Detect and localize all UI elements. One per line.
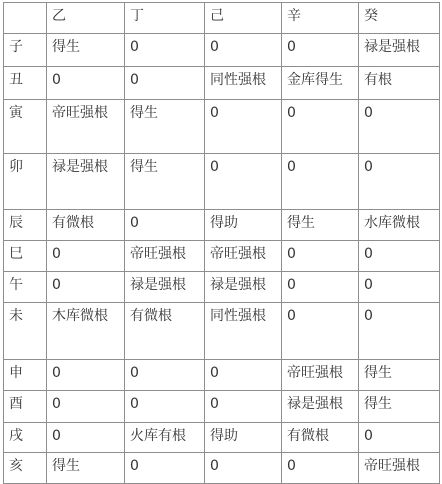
table-row (4, 34, 440, 67)
stem-header-cell: 丁 (125, 3, 205, 34)
table-cell: 0 (205, 360, 282, 391)
table-cell: 0 (282, 303, 359, 360)
table-cell: 帝旺强根 (47, 100, 125, 154)
branch-header-cell: 亥 (4, 453, 47, 484)
table-cell: 木库微根 (47, 303, 125, 360)
table-cell: 0 (205, 100, 282, 154)
table-cell: 同性强根 (205, 303, 282, 360)
table-cell: 0 (47, 423, 125, 453)
table-cell: 禄是强根 (359, 34, 440, 67)
table-row (4, 423, 440, 453)
table-row (4, 391, 440, 423)
table-cell: 0 (359, 154, 440, 210)
table-cell: 得生 (359, 391, 440, 423)
table-row (4, 453, 440, 484)
header-row (4, 3, 440, 34)
table-cell: 得生 (125, 100, 205, 154)
table-cell: 0 (47, 241, 125, 272)
table-cell: 0 (47, 360, 125, 391)
branch-header-cell: 申 (4, 360, 47, 391)
table-row (4, 360, 440, 391)
table-cell: 0 (359, 423, 440, 453)
table-cell: 0 (125, 210, 205, 241)
branch-header-cell: 酉 (4, 391, 47, 423)
table-cell: 火库有根 (125, 423, 205, 453)
table-cell: 0 (125, 360, 205, 391)
table-row (4, 303, 440, 360)
table-cell: 帝旺强根 (282, 360, 359, 391)
stem-branch-root-table (3, 2, 440, 484)
branch-header-cell: 卯 (4, 154, 47, 210)
table-cell: 帝旺强根 (205, 241, 282, 272)
table-cell: 禄是强根 (125, 272, 205, 303)
table-cell: 有微根 (282, 423, 359, 453)
table-row (4, 100, 440, 154)
table-cell: 有微根 (125, 303, 205, 360)
branch-header-cell: 子 (4, 34, 47, 67)
table-row (4, 154, 440, 210)
table-cell: 得生 (359, 360, 440, 391)
table-cell: 得生 (125, 154, 205, 210)
table-cell: 水库微根 (359, 210, 440, 241)
table-cell: 0 (205, 391, 282, 423)
table-row (4, 241, 440, 272)
branch-header-cell: 未 (4, 303, 47, 360)
table-cell: 0 (125, 453, 205, 484)
table-cell: 0 (359, 303, 440, 360)
branch-header-cell: 戌 (4, 423, 47, 453)
corner-cell (4, 3, 47, 34)
table-cell: 得生 (282, 210, 359, 241)
branch-header-cell: 巳 (4, 241, 47, 272)
table-cell: 0 (47, 67, 125, 100)
table-cell: 0 (282, 154, 359, 210)
table-cell: 0 (205, 154, 282, 210)
table-cell: 得生 (47, 453, 125, 484)
branch-header-cell: 丑 (4, 67, 47, 100)
table-cell: 0 (359, 241, 440, 272)
table-cell: 0 (282, 453, 359, 484)
table-cell: 0 (359, 272, 440, 303)
stem-header-cell: 癸 (359, 3, 440, 34)
table-cell: 帝旺强根 (359, 453, 440, 484)
table-cell: 同性强根 (205, 67, 282, 100)
table-cell: 0 (205, 34, 282, 67)
stem-header-cell: 乙 (47, 3, 125, 34)
stem-header-cell: 辛 (282, 3, 359, 34)
table-cell: 0 (359, 100, 440, 154)
table-cell: 0 (125, 391, 205, 423)
table-cell: 得助 (205, 423, 282, 453)
table-cell: 0 (125, 34, 205, 67)
table-cell: 禄是强根 (205, 272, 282, 303)
table-cell: 0 (125, 67, 205, 100)
table-cell: 禄是强根 (47, 154, 125, 210)
branch-header-cell: 辰 (4, 210, 47, 241)
table-cell: 0 (47, 272, 125, 303)
table-row (4, 67, 440, 100)
table-cell: 得生 (47, 34, 125, 67)
branch-header-cell: 午 (4, 272, 47, 303)
table-cell: 得助 (205, 210, 282, 241)
table-cell: 0 (282, 241, 359, 272)
table-row (4, 210, 440, 241)
table-row (4, 272, 440, 303)
table-cell: 0 (282, 272, 359, 303)
branch-header-cell: 寅 (4, 100, 47, 154)
table-cell: 0 (205, 453, 282, 484)
table-cell: 0 (282, 100, 359, 154)
table-cell: 0 (282, 34, 359, 67)
table-cell: 有根 (359, 67, 440, 100)
stem-header-cell: 己 (205, 3, 282, 34)
table-cell: 帝旺强根 (125, 241, 205, 272)
table-cell: 金库得生 (282, 67, 359, 100)
table-cell: 有微根 (47, 210, 125, 241)
table-cell: 禄是强根 (282, 391, 359, 423)
table-cell: 0 (47, 391, 125, 423)
